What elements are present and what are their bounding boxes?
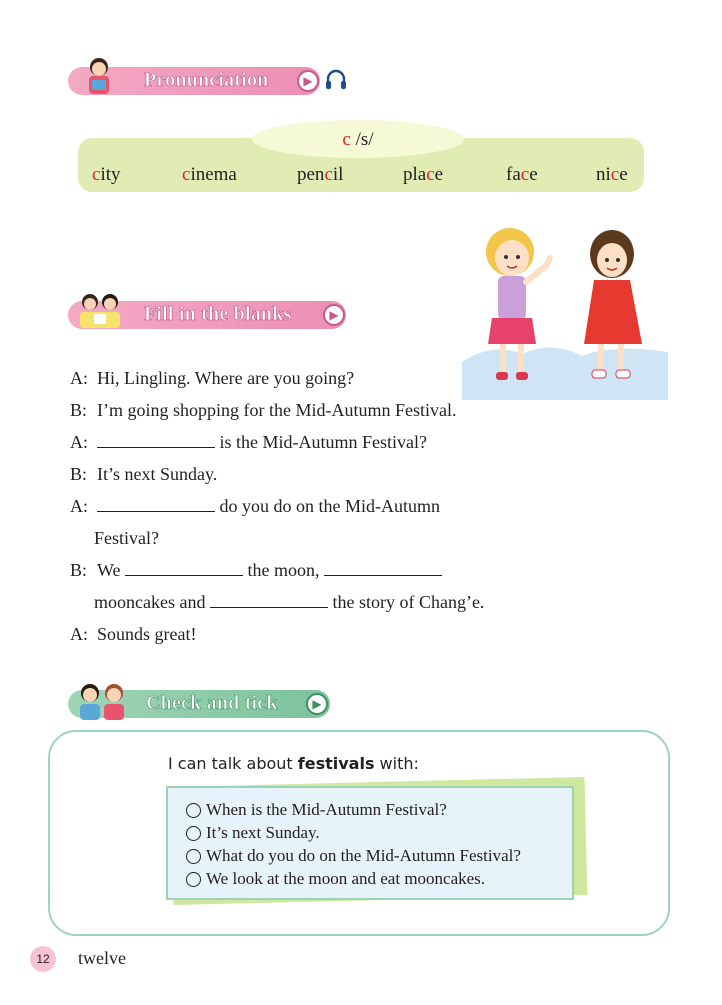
line-text: is the Mid-Autumn Festival? [215,432,427,452]
answer-blank[interactable] [97,432,215,448]
sound-label [252,129,464,151]
speaker-label: A: [70,496,88,516]
speaker-label: A: [70,624,88,644]
children-reading-icon [76,292,126,330]
tick-option[interactable] [186,800,447,820]
line-text: Sounds great! [97,624,197,644]
dialogue-line [70,400,456,421]
answer-blank[interactable] [210,592,328,608]
two-girls-illustration [462,222,668,400]
arrow-icon: ▶ [297,70,319,92]
word-city: city [92,164,121,185]
line-text: I’m going shopping for the Mid-Autumn Festival. [97,400,457,420]
word-cinema: cinema [182,164,237,185]
line-text: We [97,560,126,580]
tick-option[interactable] [186,846,521,866]
topic-word: festivals [297,754,375,773]
check-tick-title: Check and tick [146,692,278,714]
page-number: 12 [30,946,56,972]
speaker-label: B: [70,464,88,484]
speaker-label: B: [70,400,88,420]
dialogue-line [70,496,440,517]
line-text: the story of Chang’e. [327,592,485,612]
page-number-word: twelve [78,948,126,968]
tick-option[interactable] [186,823,320,843]
line-text: Festival? [94,528,159,548]
dialogue-line [94,528,159,549]
answer-blank[interactable] [125,560,243,576]
word-face: face [506,164,538,185]
line-text: do you do on the Mid-Autumn [215,496,440,516]
tick-circle-icon[interactable] [186,849,201,864]
tick-circle-icon[interactable] [186,826,201,841]
arrow-icon: ▶ [323,304,345,326]
line-text: the moon, [243,560,325,580]
dialogue-line [70,560,442,581]
fill-blanks-title: Fill in the blanks [144,303,292,325]
dialogue-line [70,464,217,485]
line-text: It’s next Sunday. [97,464,218,484]
speaker-label: A: [70,432,88,452]
answer-blank[interactable] [97,496,215,512]
tick-option[interactable] [186,869,485,889]
dialogue-line [70,432,427,453]
word-place: place [403,164,444,185]
option-text: When is the Mid-Autumn Festival? [206,800,447,819]
option-text: We look at the moon and eat mooncakes. [206,869,486,888]
answer-blank[interactable] [324,560,442,576]
line-text: Hi, Lingling. Where are you going? [97,368,355,388]
tick-circle-icon[interactable] [186,872,201,887]
dialogue-line [94,592,484,613]
speaker-label: A: [70,368,88,388]
word-pencil: pencil [297,164,344,185]
dialogue-line [70,368,354,389]
option-text: What do you do on the Mid-Autumn Festival? [206,846,521,865]
check-intro: I can talk about festivals with: [168,754,419,773]
pronunciation-title: Pronunciation [144,69,269,91]
tick-circle-icon[interactable] [186,803,201,818]
word-nice: nice [596,164,628,185]
option-text: It’s next Sunday. [206,823,320,842]
speaker-label: B: [70,560,88,580]
arrow-icon: ▶ [306,693,328,715]
sound-letter: c [342,129,351,150]
dialogue-line [70,624,196,645]
children-icon [74,682,132,722]
child-reading-icon [84,56,114,98]
headphones-icon [324,68,348,92]
sound-symbol: /s/ [355,129,374,150]
line-text: mooncakes and [94,592,210,612]
